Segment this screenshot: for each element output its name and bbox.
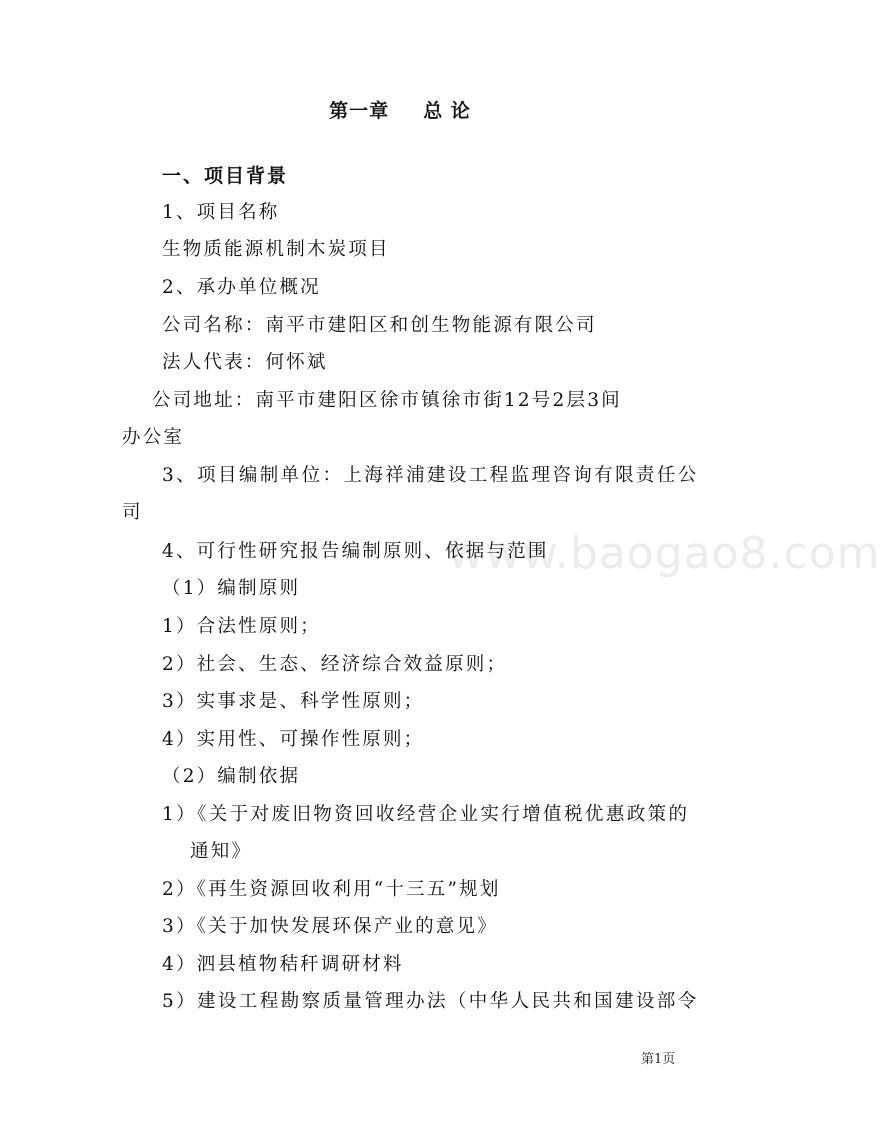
list-item: 1）合法性原则；: [162, 616, 321, 637]
list-item: 3）《关于加快发展环保产业的意见》: [162, 916, 498, 937]
watermark: www.baogao8.com: [448, 528, 880, 579]
list-item: 2）《再生资源回收利用“十三五”规划: [162, 879, 501, 900]
body-line: 1、项目名称: [162, 202, 280, 223]
body-line: 2、承办单位概况: [162, 277, 321, 298]
subsection-heading: （2）编制依据: [162, 766, 301, 787]
section-heading: 一、项目背景: [162, 165, 289, 187]
body-line: 4、可行性研究报告编制原则、依据与范围: [162, 541, 549, 562]
body-line: 公司地址：南平市建阳区徐市镇徐市街12号2层3间: [152, 390, 622, 411]
body-line: 生物质能源机制木炭项目: [162, 239, 390, 260]
chapter-heading: [0, 96, 800, 123]
body-line: 司: [122, 502, 143, 523]
list-item: 2）社会、生态、经济综合效益原则；: [162, 654, 508, 675]
body-line: 办公室: [122, 427, 185, 448]
list-item: 4）泗县植物秸秆调研材料: [162, 954, 404, 975]
subsection-heading: （1）编制原则: [162, 578, 301, 599]
chapter-title: 总 论: [423, 100, 471, 122]
page-number: 第1页: [641, 1052, 676, 1067]
list-item: 4）实用性、可操作性原则；: [162, 729, 425, 750]
body-line: 公司名称：南平市建阳区和创生物能源有限公司: [162, 315, 597, 336]
list-item: 1）《关于对废旧物资回收经营企业实行增值税优惠政策的: [162, 804, 690, 825]
chapter-number: 第一章: [329, 100, 390, 122]
body-line: 法人代表：何怀斌: [162, 352, 328, 373]
list-item-continuation: 通知》: [190, 841, 253, 862]
list-item: 3）实事求是、科学性原则；: [162, 691, 425, 712]
list-item: 5）建设工程勘察质量管理办法（中华人民共和国建设部令: [162, 991, 699, 1012]
body-line: 3、项目编制单位：上海祥浦建设工程监理咨询有限责任公: [162, 465, 699, 486]
